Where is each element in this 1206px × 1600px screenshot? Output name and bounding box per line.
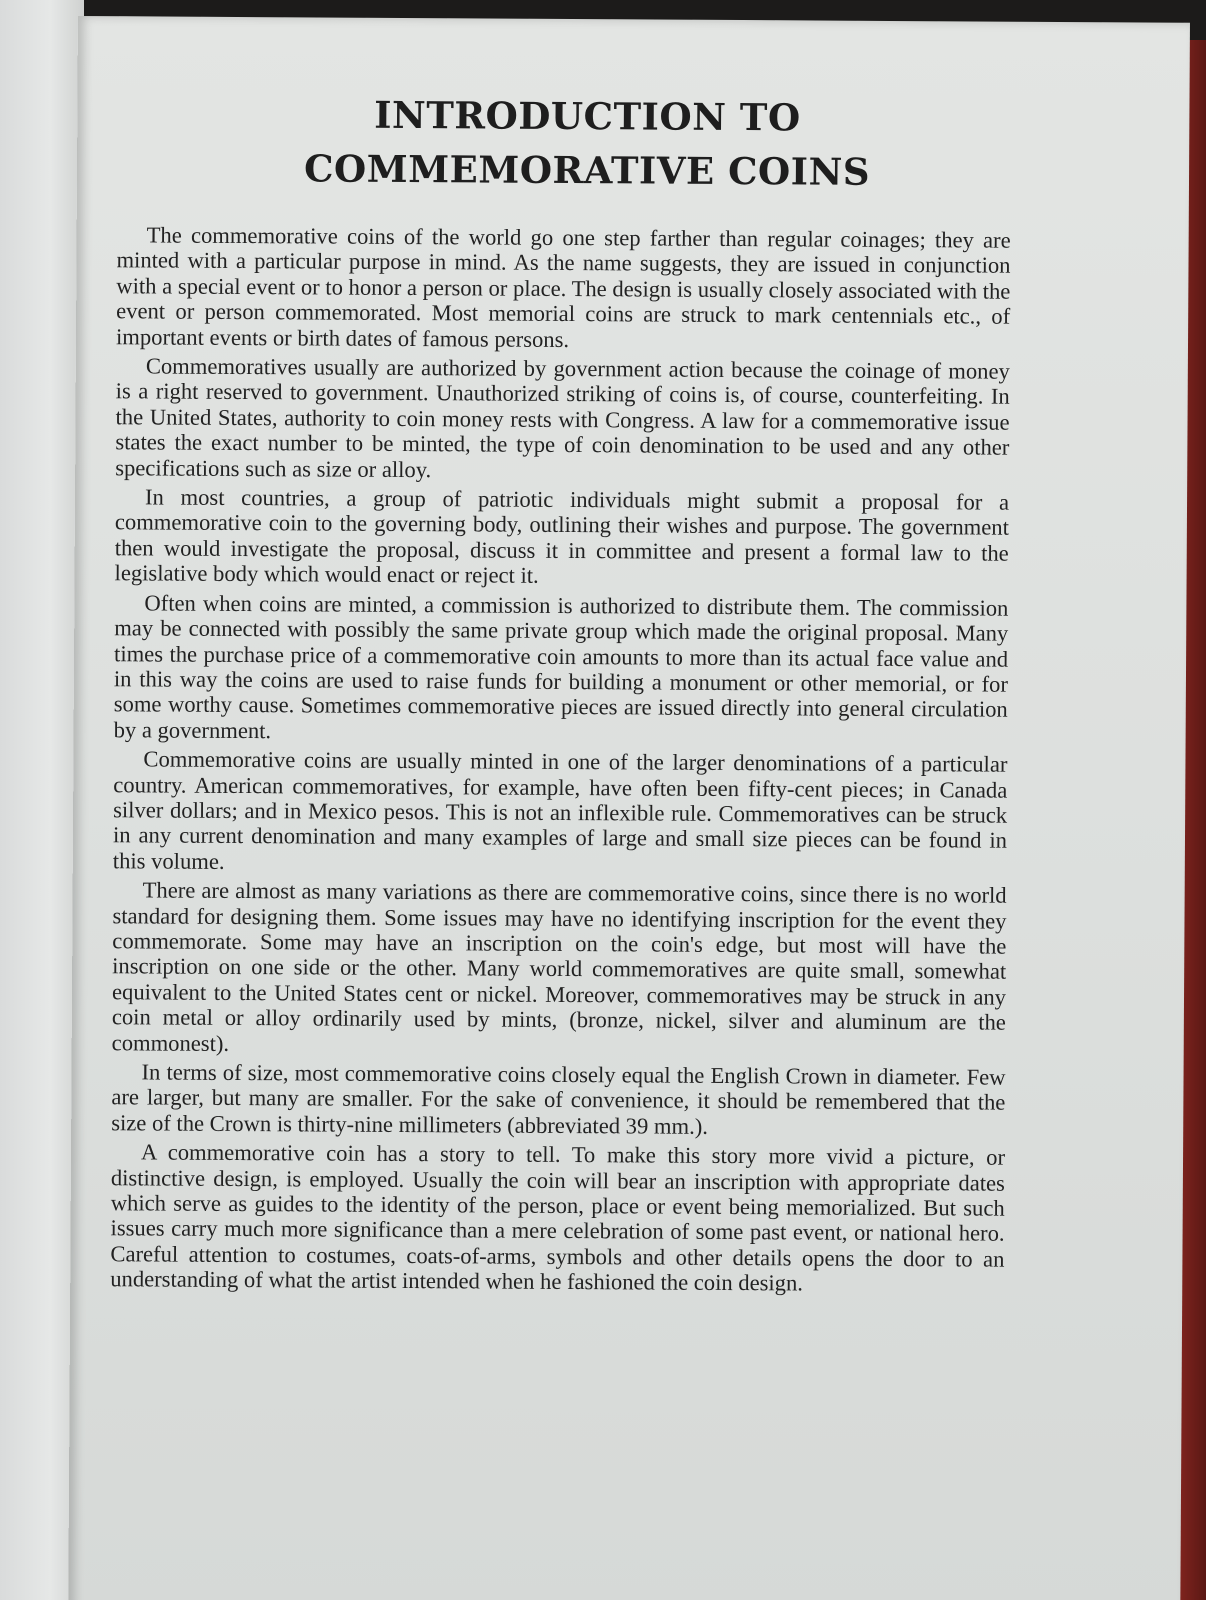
paragraph-8: A commemorative coin has a story to tell. To make this story more vivid a picture, or distinctive design, is employed. Usually the coin will bear an inscription with appropriate dates which serve as guides to the identity of the person, place or event being memorialized. But such issues carry much more significance than a mere celebration of some past event, or national hero. Careful attention to costumes, coats-of-arms, symbols and other details opens the door to an understanding of what the artist intended when he fashioned the coin design. bbox=[110, 1139, 1006, 1296]
page-title bbox=[77, 86, 1098, 200]
title-line-1: INTRODUCTION TO bbox=[374, 92, 801, 140]
body-text bbox=[110, 222, 1011, 1301]
paragraph-7: In terms of size, most commemorative coins closely equal the English Crown in diameter. Few are larger, but many are smaller. For the sake of convenience, it should be remembered that the size of the Crown is thirty-nine millimeters (abbreviated 39 mm.). bbox=[111, 1059, 1006, 1139]
paragraph-6: There are almost as many variations as there are commemorative coins, since there is no world standard for designing them. Some issues may have no identifying inscription for the event they commemorate. Some may have an inscription on the coin's edge, but most will have the inscription on one side or the other. Many world commemoratives are quite small, somewhat equivalent to the United States cent or nickel. Moreover, commemoratives may be struck in any coin metal or alloy ordinarily used by mints, (bronze, nickel, silver and aluminum are the commonest). bbox=[111, 877, 1007, 1056]
paragraph-4: Often when coins are minted, a commission is authorized to distribute them. The commission may be connected with possibly the same private group which made the original proposal. Many times the purchase price of a commemorative coin amounts to more than its actual face value and in this way the coins are used to raise funds for building a monument or other memorial, or for some worthy cause. Sometimes commemorative pieces are issued directly into general circulation by a government. bbox=[113, 590, 1009, 743]
paragraph-2: Commemoratives usually are authorized by government action because the coinage of money is a right reserved to government. Unauthorized striking of coins is, of course, counterfeiting. In the United States, authority to coin money rests with Congress. A law for a commemorative issue states the exact number to be minted, the type of coin denomination to be used and any other specifications such as size or alloy. bbox=[115, 353, 1010, 482]
paragraph-3: In most countries, a group of patriotic individuals might submit a proposal for a commemorative coin to the governing body, outlining their wishes and purpose. The government then would investigate the proposal, discuss it in committee and present a formal law to the legislative body which would enact or reject it. bbox=[114, 484, 1010, 589]
paragraph-1: The commemorative coins of the world go one step farther than regular coinages; they are minted with a particular purpose in mind. As the name suggests, they are issued in conjunction with a special event or to honor a person or place. The design is usually closely associated with the event or person commemorated. Most memorial coins are struck to mark centennials etc., of important events or birth dates of famous persons. bbox=[115, 222, 1011, 352]
paragraph-5: Commemorative coins are usually minted in one of the larger denominations of a particular country. American commemoratives, for example, have often been fifty-cent pieces; in Canada silver dollars; and in Mexico pesos. This is not an inflexible rule. Commemoratives can be struck in any current denomination and many examples of large and small size pieces can be found in this volume. bbox=[112, 746, 1008, 874]
book-page bbox=[68, 16, 1190, 1600]
title-line-2: COMMEMORATIVE COINS bbox=[303, 146, 871, 194]
